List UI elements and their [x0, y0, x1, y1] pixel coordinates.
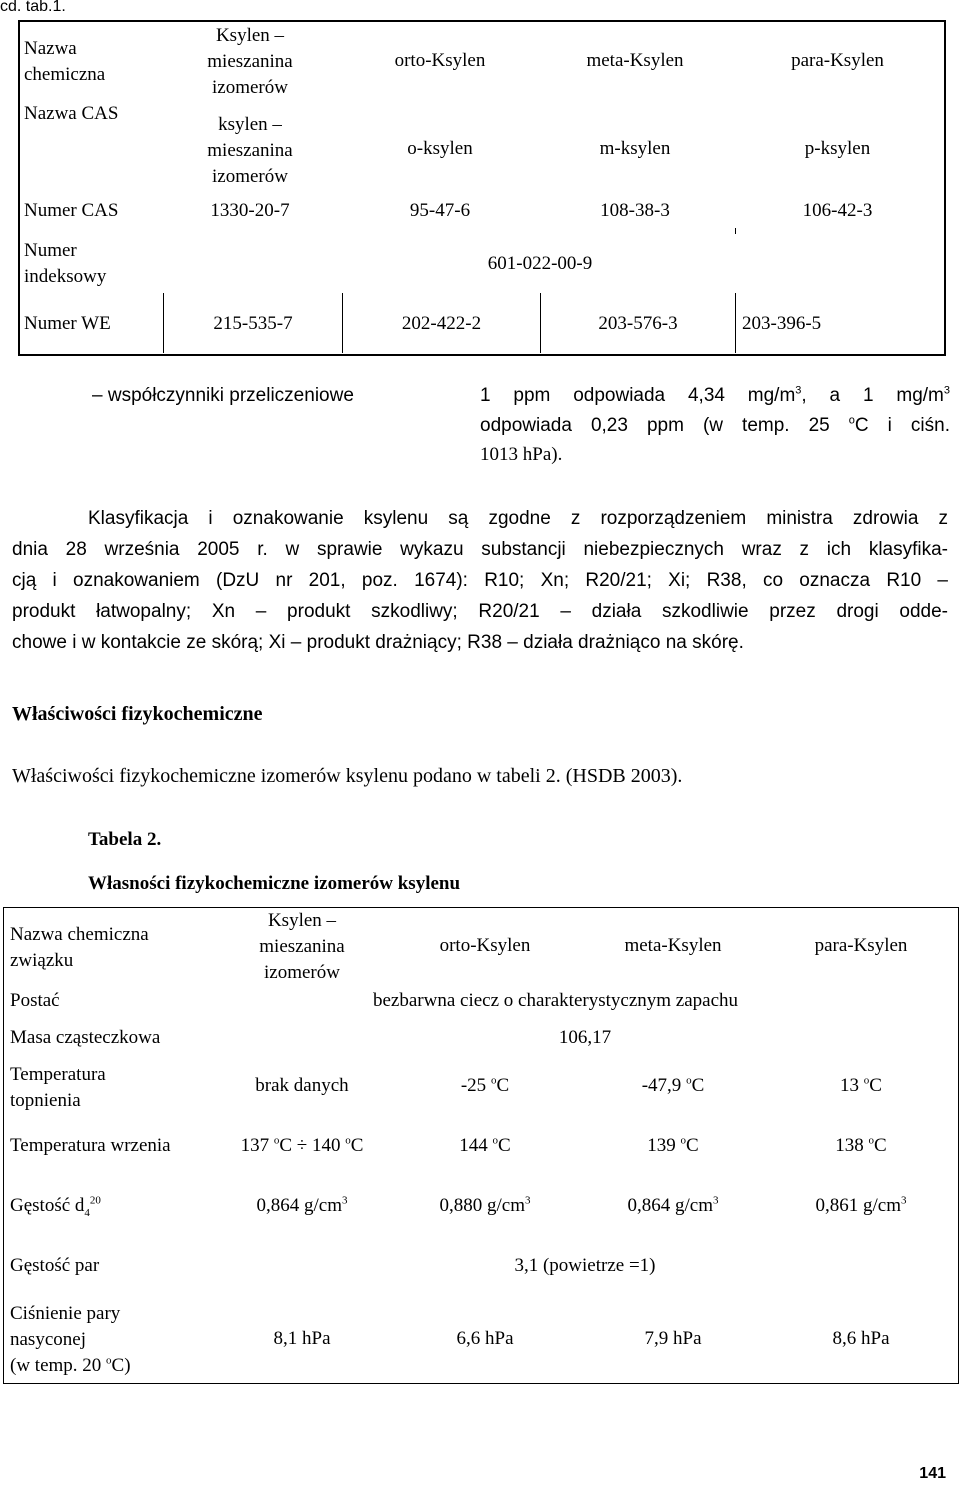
t2-cisnienie-c3: 7,9 hPa	[644, 1328, 702, 1349]
t2-masa-label: Masa cząsteczkowa	[10, 1027, 161, 1048]
conversion-line-1: 1 ppm odpowiada 4,34 $mg/m^3$, a 1 $mg/m^3$	[480, 384, 950, 406]
t2-cisnienie-label: Ciśnienie pary nasyconej (w temp. 20 $^o$C)	[10, 1303, 131, 1376]
t1-row-numer-indeksowy-label: Numer indeksowy	[24, 240, 107, 287]
t1-nazwa-c4: para-Ksylen	[791, 50, 884, 71]
t2-wrzenie-c1: 137 $^o$C ÷ 140 $^o$C	[240, 1134, 364, 1156]
t2-gestosc-c1: 0,864 $g/cm^3$	[256, 1194, 348, 1216]
t2-gestosc-par-value: 3,1 (powietrze =1)	[514, 1255, 656, 1276]
t2-gestosc-label: Gęstość $d_4^{20}$	[10, 1194, 101, 1219]
t1-row-nazwa-chemiczna-label: Nazwa chemiczna	[24, 38, 106, 85]
classification-line-4: produkt łatwopalny; Xn – produkt szkodliwy; R20/21 – działa szkodliwie przez drogi odde-	[12, 601, 948, 622]
t2-cisnienie-c1: 8,1 hPa	[273, 1328, 331, 1349]
t2-topnienie-c2: -25 $^o$C	[460, 1074, 510, 1096]
t1-row-numer-cas-label: Numer CAS	[24, 200, 119, 221]
classification-line-3: cją i oznakowaniem (DzU nr 201, poz. 1674): R10; Xn; R20/21; Xi; R38, co oznacza R10 –	[12, 570, 948, 591]
t2-header-c4: para-Ksylen	[814, 935, 908, 956]
t2-topnienie-c4: 13 $^o$C	[840, 1074, 882, 1096]
t2-gestosc-c4: 0,861 $g/cm^3$	[815, 1194, 907, 1216]
t1-cas-name-c2: o-ksylen	[407, 138, 473, 159]
t1-numer-we-c3: 203-576-3	[598, 313, 678, 334]
t1-numer-we-c1: 215-535-7	[213, 313, 293, 334]
table-2-title: Własności fizykochemiczne izomerów ksylenu	[88, 873, 461, 894]
t2-header-c2: orto-Ksylen	[439, 935, 531, 956]
t1-nazwa-c3: meta-Ksylen	[586, 50, 684, 71]
conversion-label: – współczynniki przeliczeniowe	[92, 385, 354, 406]
t1-numer-cas-c4: 106-42-3	[802, 200, 873, 221]
t1-numer-indeksowy-value: 601-022-00-9	[487, 253, 593, 274]
t2-topnienie-label: Temperatura topnienia	[10, 1064, 106, 1111]
t2-masa-value: 106,17	[558, 1027, 612, 1048]
t2-topnienie-c1: brak danych	[255, 1075, 349, 1096]
t2-wrzenie-c4: 138 $^o$C	[835, 1134, 887, 1156]
section-intro: Właściwości fizykochemiczne izomerów ksylenu podano w tabeli 2. (HSDB 2003).	[12, 765, 683, 787]
t1-numer-cas-c2: 95-47-6	[409, 200, 471, 221]
t2-header-label: Nazwa chemiczna związku	[10, 924, 149, 971]
t2-topnienie-c3: -47,9 $^o$C	[641, 1074, 705, 1096]
t2-cisnienie-c2: 6,6 hPa	[456, 1328, 514, 1349]
t2-wrzenie-c2: 144 $^o$C	[459, 1134, 511, 1156]
table-2-label: Tabela 2.	[88, 829, 162, 850]
t2-cisnienie-c4: 8,6 hPa	[832, 1328, 890, 1349]
t1-numer-cas-c1: 1330-20-7	[210, 200, 290, 221]
t1-cas-name-c1: ksylen – mieszanina izomerów	[207, 114, 293, 187]
continuation-label: cd. tab.1.	[0, 0, 66, 15]
t2-gestosc-par-label: Gęstość par	[10, 1255, 100, 1276]
t2-header-c1: Ksylen – mieszanina izomerów	[259, 910, 345, 983]
classification-line-1: Klasyfikacja i oznakowanie ksylenu są zgodne z rozporządzeniem ministra zdrowia z	[88, 508, 948, 529]
t1-cas-name-c3: m-ksylen	[599, 138, 671, 159]
t2-postac-label: Postać	[10, 990, 60, 1011]
t2-wrzenie-c3: 139 $^o$C	[647, 1134, 699, 1156]
classification-line-2: dnia 28 września 2005 r. w sprawie wykazu substancji niebezpiecznych wraz z ich klasyfika-	[12, 539, 948, 560]
t1-row-nazwa-cas-label: Nazwa CAS	[24, 103, 119, 124]
page-number: 141	[919, 1465, 946, 1482]
t1-nazwa-c2: orto-Ksylen	[394, 50, 486, 71]
t2-wrzenie-label: Temperatura wrzenia	[10, 1135, 171, 1156]
t1-nazwa-c1: Ksylen – mieszanina izomerów	[207, 25, 293, 98]
t2-postac-value: bezbarwna ciecz o charakterystycznym zapachu	[373, 990, 739, 1011]
conversion-line-3: 1013 hPa).	[480, 444, 563, 465]
conversion-line-2: odpowiada 0,23 ppm (w temp. 25 $^o$C i ciśn.	[480, 414, 950, 436]
t1-numer-cas-c3: 108-38-3	[600, 200, 670, 221]
t2-gestosc-c3: 0,864 $g/cm^3$	[627, 1194, 719, 1216]
t1-numer-we-c2: 202-422-2	[401, 313, 482, 334]
t1-cas-name-c4: p-ksylen	[804, 138, 871, 159]
classification-line-5: chowe i w kontakcie ze skórą; Xi – produkt drażniący; R38 – działa drażniąco na skórę.	[12, 632, 744, 653]
t2-header-c3: meta-Ksylen	[624, 935, 722, 956]
t2-gestosc-c2: 0,880 $g/cm^3$	[439, 1194, 531, 1216]
t1-row-numer-we-label: Numer WE	[24, 313, 111, 334]
section-heading: Właściwości fizykochemiczne	[12, 703, 263, 725]
t1-numer-we-c4: 203-396-5	[742, 313, 822, 334]
